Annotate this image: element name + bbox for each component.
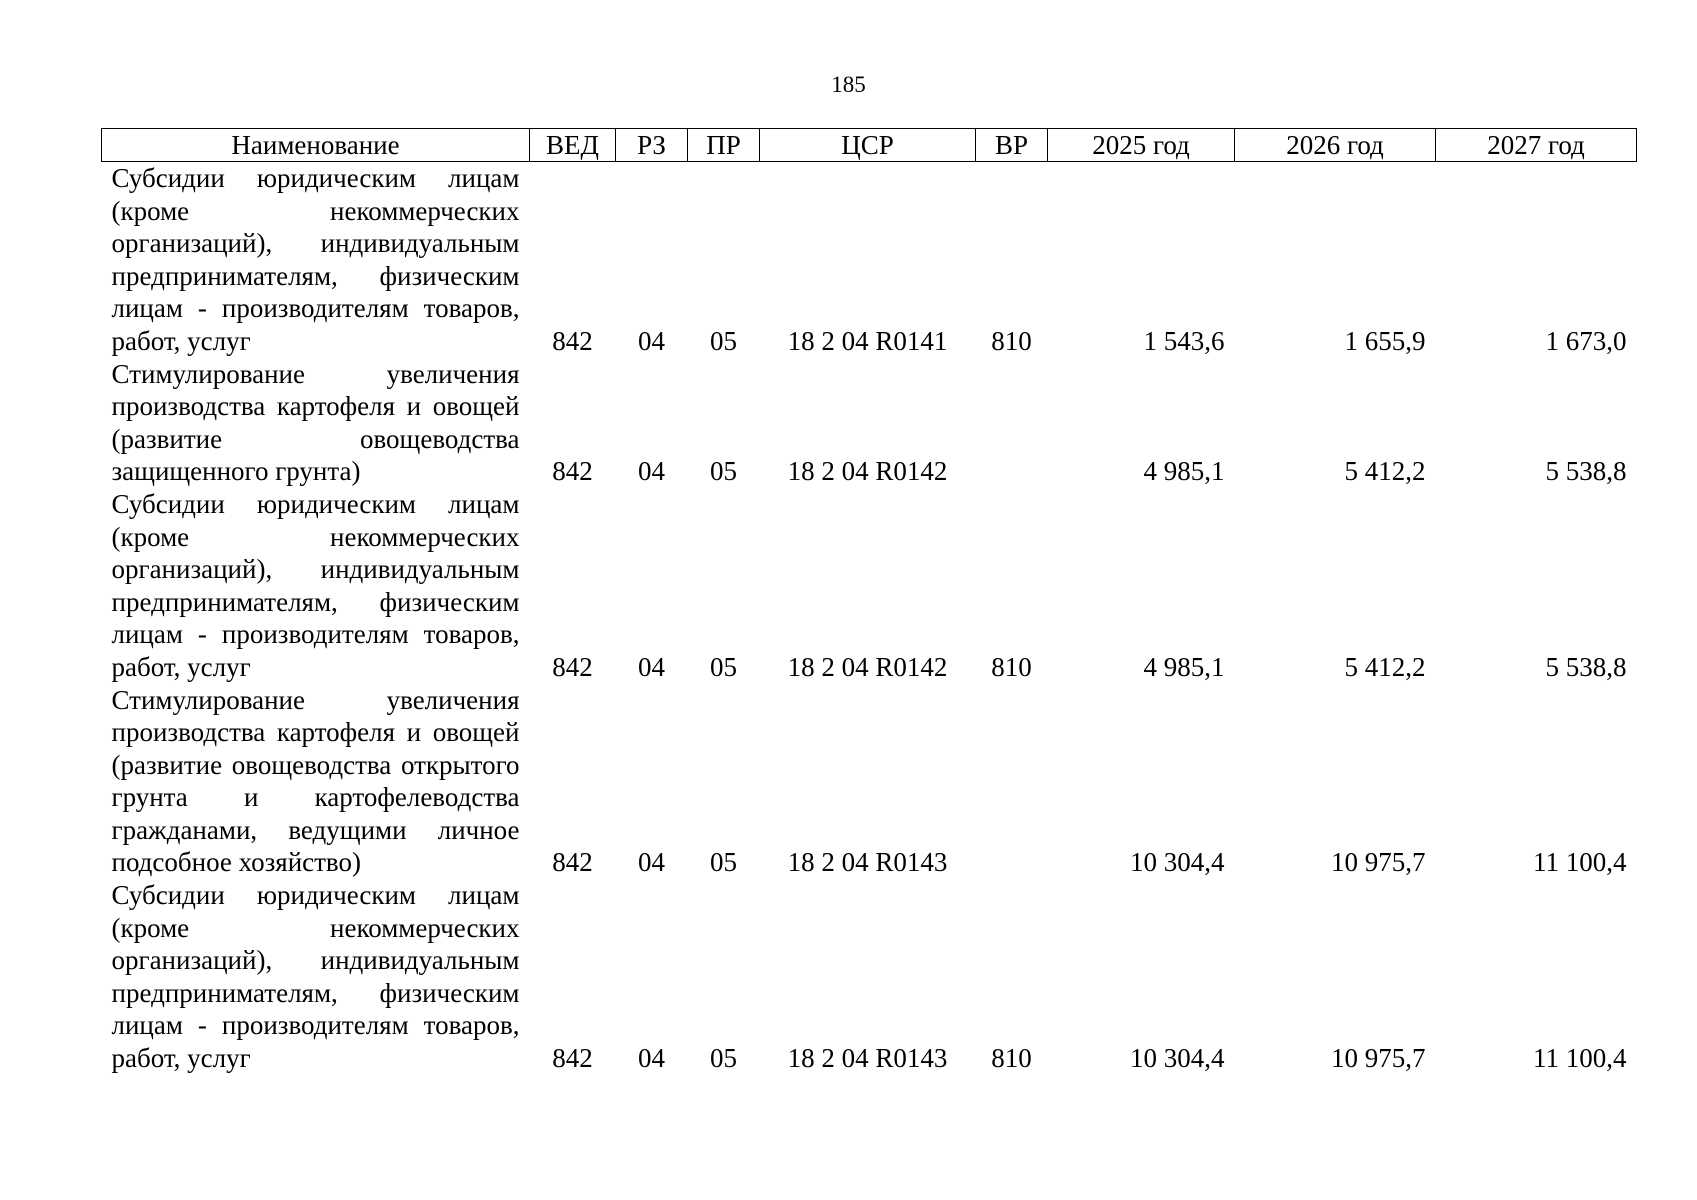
row-ved: 842 (552, 325, 593, 356)
budget-table (101, 128, 1637, 1075)
row-pr: 05 (710, 847, 737, 878)
header-name: Наименование (102, 129, 530, 162)
row-2026: 10 975,7 (1331, 1043, 1426, 1074)
table-row (102, 162, 1637, 358)
row-2025: 1 543,6 (1143, 325, 1225, 356)
row-pr: 05 (710, 651, 737, 682)
row-name: Субсидии юридическим лицам (кроме некоммерческих организаций), индивидуальным предпринимателям, физическим лицам - производителям товаров, работ, услуг (111, 880, 520, 1074)
row-ved: 842 (552, 1043, 593, 1074)
header-2025: 2025 год (1048, 129, 1235, 162)
row-vr: 810 (991, 325, 1032, 356)
row-vr: 810 (991, 1043, 1032, 1074)
header-pr: ПР (688, 129, 760, 162)
row-csr: 18 2 04 R0142 (787, 456, 948, 487)
row-2026: 1 655,9 (1344, 325, 1426, 356)
header-2027: 2027 год (1436, 129, 1637, 162)
row-rz: 04 (638, 847, 665, 878)
table-row (102, 488, 1637, 684)
row-pr: 05 (710, 325, 737, 356)
row-name: Субсидии юридическим лицам (кроме некоммерческих организаций), индивидуальным предпринимателям, физическим лицам - производителям товаров, работ, услуг (111, 488, 520, 682)
row-2025: 10 304,4 (1130, 1043, 1225, 1074)
row-pr: 05 (710, 1043, 737, 1074)
row-rz: 04 (638, 456, 665, 487)
row-ved: 842 (552, 847, 593, 878)
header-rz: РЗ (616, 129, 688, 162)
header-row (102, 129, 1637, 162)
row-2025: 4 985,1 (1143, 651, 1225, 682)
row-csr: 18 2 04 R0143 (787, 847, 948, 878)
row-ved: 842 (552, 456, 593, 487)
row-name: Стимулирование увеличения производства картофеля и овощей (развитие овощеводства открытого грунта и картофелеводства гражданами, ведущими личное подсобное хозяйство) (111, 684, 520, 878)
row-vr (976, 684, 1048, 880)
table-header (102, 129, 1637, 162)
row-2026: 5 412,2 (1344, 651, 1426, 682)
row-csr: 18 2 04 R0141 (787, 325, 948, 356)
table-row (102, 879, 1637, 1075)
header-vr: ВР (976, 129, 1048, 162)
row-2027: 1 673,0 (1545, 325, 1627, 356)
page-number: 185 (831, 72, 866, 97)
row-2025: 10 304,4 (1130, 847, 1225, 878)
row-rz: 04 (638, 1043, 665, 1074)
header-csr: ЦСР (760, 129, 976, 162)
row-2025: 4 985,1 (1143, 456, 1225, 487)
row-rz: 04 (638, 325, 665, 356)
row-2027: 5 538,8 (1545, 651, 1627, 682)
row-vr: 810 (991, 651, 1032, 682)
table-row (102, 358, 1637, 488)
row-csr: 18 2 04 R0143 (787, 1043, 948, 1074)
row-name: Стимулирование увеличения производства картофеля и овощей (развитие овощеводства защищенного грунта) (111, 358, 520, 487)
row-rz: 04 (638, 651, 665, 682)
row-ved: 842 (552, 651, 593, 682)
row-vr (976, 358, 1048, 488)
row-2027: 5 538,8 (1545, 456, 1627, 487)
row-name: Субсидии юридическим лицам (кроме некоммерческих организаций), индивидуальным предпринимателям, физическим лицам - производителям товаров, работ, услуг (111, 163, 520, 356)
row-csr: 18 2 04 R0142 (787, 651, 948, 682)
row-2026: 5 412,2 (1344, 456, 1426, 487)
row-pr: 05 (710, 456, 737, 487)
row-2027: 11 100,4 (1533, 847, 1627, 878)
header-ved: ВЕД (530, 129, 616, 162)
table-body (102, 162, 1637, 1075)
header-2026: 2026 год (1235, 129, 1436, 162)
row-2027: 11 100,4 (1533, 1043, 1627, 1074)
table-row (102, 684, 1637, 880)
row-2026: 10 975,7 (1331, 847, 1426, 878)
